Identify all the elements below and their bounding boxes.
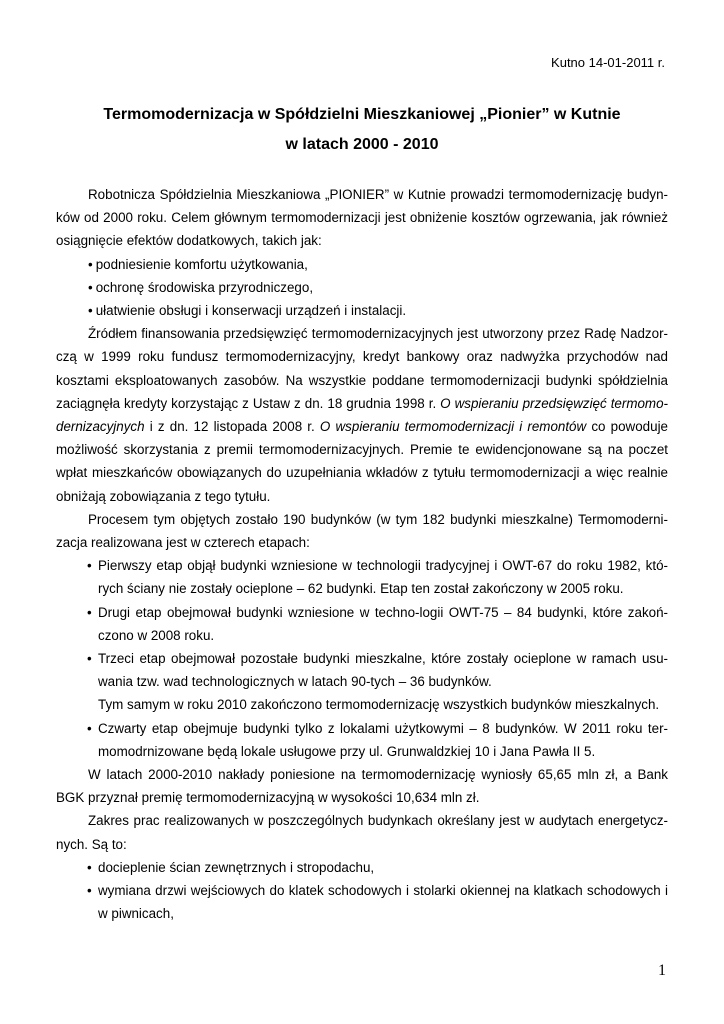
document-body xyxy=(56,183,668,926)
act-title-2: O wspieraniu termomodernizacji i remontów xyxy=(319,419,587,435)
bullet-icon: • xyxy=(87,859,92,875)
list-item: • docieplenie ścian zewnętrznych i stropodachu, xyxy=(56,856,668,879)
list-item: • ułatwienie obsługi i konserwacji urządzeń i instalacji. xyxy=(88,303,407,319)
bullet-icon: • xyxy=(88,279,93,295)
bullet-icon: • xyxy=(87,883,92,899)
costs-paragraph: W latach 2000-2010 nakłady poniesione na termomodernizację wyniosły 65,65 mln zł, a Bank BGK przyznał premię termomodernizacyjną w wysokości 10,634 mln zł. xyxy=(56,767,668,806)
list-item: • Czwarty etap obejmuje budynki tylko z lokalami użytkowymi – 8 budynków. W 2011 roku ter-momodrnizowane będą lokale usługowe przy ul. Grunwaldzkiej 10 i Jana Pawła II 5. xyxy=(56,717,668,763)
title-line-1: Termomodernizacja w Spółdzielni Mieszkaniowej „Pionier” w Kutnie xyxy=(103,106,621,123)
stage-note: Tym samym w roku 2010 zakończono termomodernizację wszystkich budynków mieszkalnych. xyxy=(98,697,660,713)
funding-paragraph: Źródłem finansowania przedsięwzięć termomodernizacyjnych jest utworzony przez Radę Nadzor-czą w 1999 roku fundusz termomodernizacyjny, kredyt bankowy oraz nadwyżka przychodów nad kosztami eksploatowanych zasobów. Na wszystkie poddane termomodernizacji budynki spółdzielnia zaciągnęła kredyty korzystając z Ustaw z dn. 18 grudnia 1998 r. O wspieraniu przedsięwzięć termomo-dernizacyjnych i z dn. 12 listopada 2008 r. O wspieraniu termomodernizacji i remontów co powoduje możliwość skorzystania z premii termomodernizacyjnych. Premie te ewidencjonowane są na poczet wpłat mieszkańców obowiązanych do uzupełniania wkładów z tytułu termomodernizacji a więc realnie obniżają zobowiązania z tego tytułu. xyxy=(56,326,668,504)
bullet-icon: • xyxy=(88,256,93,272)
scope-paragraph: Zakres prac realizowanych w poszczególnych budynkach określany jest w audytach energetycz-nych. Są to: xyxy=(56,813,668,852)
list-item: • ochronę środowiska przyrodniczego, xyxy=(88,279,314,295)
bullet-icon: • xyxy=(87,651,92,667)
list-item: • Trzeci etap obejmował pozostałe budynki mieszkalne, które zostały ocieplone w ramach usu-wania tzw. wad technologicznych w latach 90-tych – 36 budynków. xyxy=(56,647,668,693)
title-line-2: w latach 2000 - 2010 xyxy=(285,136,439,153)
document-date: Kutno 14-01-2011 r. xyxy=(551,55,665,70)
process-paragraph: Procesem tym objętych zostało 190 budynków (w tym 182 budynki mieszkalne) Termomoderni-zacja realizowana jest w czterech etapach: xyxy=(56,511,668,551)
list-item: • wymiana drzwi wejściowych do klatek schodowych i stolarki okiennej na klatkach schodowych i w piwnicach, xyxy=(56,879,668,925)
list-item: • Drugi etap obejmował budynki wzniesione w techno-logii OWT-75 – 84 budynki, które zakoń-czono w 2008 roku. xyxy=(56,601,668,647)
bullet-icon: • xyxy=(88,303,93,319)
intro-paragraph: Robotnicza Spółdzielnia Mieszkaniowa „PIONIER” w Kutnie prowadzi termomodernizację budyn-ków od 2000 roku. Celem głównym termomodernizacji jest obniżenie kosztów ogrzewania, jak również osiągnięcie efektów dodatkowych, takich jak: xyxy=(56,187,668,249)
bullet-icon: • xyxy=(87,604,92,620)
document-title xyxy=(56,100,668,160)
bullet-icon: • xyxy=(87,720,92,736)
act-title-1: O wspieraniu przedsięwzięć termomo-dernizacyjnych xyxy=(56,395,668,435)
list-item: • podniesienie komfortu użytkowania, xyxy=(88,256,308,272)
list-item: • Pierwszy etap objął budynki wzniesione w technologii tradycyjnej i OWT-67 do roku 1982, któ-rych ściany nie zostały ocieplone – 62 budynki. Etap ten został zakończony w 2005 roku. xyxy=(56,554,668,600)
page-number: 1 xyxy=(658,962,666,979)
bullet-icon: • xyxy=(87,558,92,574)
